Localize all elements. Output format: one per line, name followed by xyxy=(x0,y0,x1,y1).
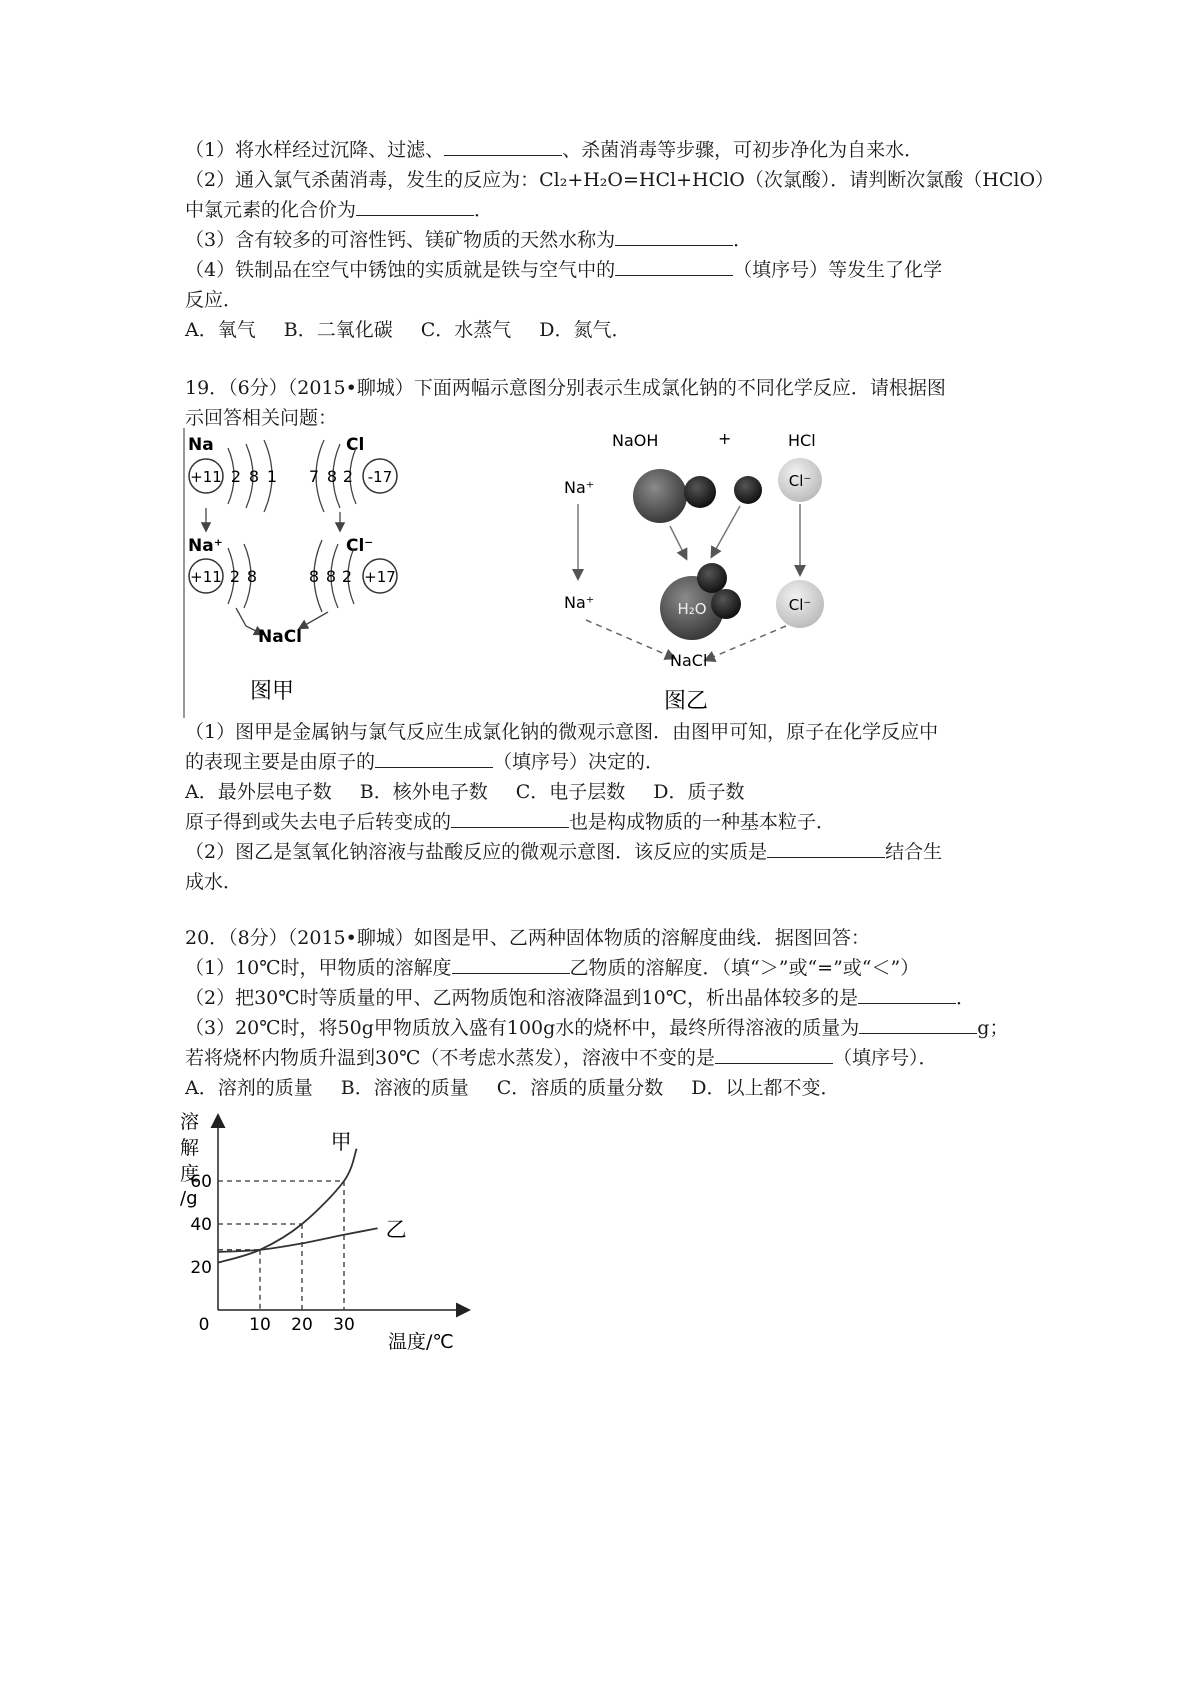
q20-part2 xyxy=(185,983,975,1013)
q20-p3-text-b: g； xyxy=(977,1017,1009,1039)
q19-p2-text-b: 结合生 xyxy=(885,841,943,863)
q20-option-b[interactable]: B．溶液的质量 xyxy=(340,1077,469,1099)
x-tick-label-3: 30 xyxy=(333,1315,355,1335)
q18-p2-blank[interactable] xyxy=(356,195,474,216)
q18-p1-text-b: 、杀菌消毒等步骤，可初步净化为自来水． xyxy=(562,139,924,161)
ylabel-unit: /g xyxy=(180,1188,198,1209)
cl-shell-3: 2 xyxy=(342,467,354,486)
q20-p2-blank[interactable] xyxy=(858,983,956,1004)
y-tick-label-2: 60 xyxy=(190,1172,212,1192)
q18-option-b[interactable]: B．二氧化碳 xyxy=(283,319,393,341)
q20-p4-text-a: 若将烧杯内物质升温到30℃（不考虑水蒸发），溶液中不变的是 xyxy=(185,1047,715,1069)
yi-cl-ion-top: Cl⁻ xyxy=(788,472,812,490)
q18-p3-text-a: （3）含有较多的可溶性钙、镁矿物质的天然水称为 xyxy=(185,229,616,251)
q18-part2-line2 xyxy=(185,195,493,225)
q20-p4-blank[interactable] xyxy=(715,1043,833,1064)
cl-ion-shell-1: 8 xyxy=(308,567,320,586)
q20-option-c[interactable]: C．溶质的质量分数 xyxy=(496,1077,664,1099)
na-ion-nucleus-charge: +11 xyxy=(190,568,222,586)
yi-product-label: NaCl xyxy=(670,651,708,670)
q18-p2-text-b: 中氯元素的化合价为 xyxy=(185,199,357,221)
q20-p2-text-a: （2）把30℃时等质量的甲、乙两物质饱和溶液降温到10℃，析出晶体较多的是 xyxy=(185,987,858,1009)
q20-p4-text-b: （填序号）． xyxy=(832,1047,938,1069)
q19-part2-line2 xyxy=(185,867,242,897)
yi-na-ion-top: Na⁺ xyxy=(564,478,595,497)
q19-p2-text-c: 成水． xyxy=(185,871,243,893)
q19-p1-blank-2[interactable] xyxy=(451,807,569,828)
y-tick-label-0: 20 xyxy=(190,1258,212,1278)
q20-part4 xyxy=(185,1043,937,1073)
cl-ion-shell-2: 8 xyxy=(325,567,337,586)
q19-heading-b: 示回答相关问题： xyxy=(185,407,338,429)
na-ion-label: Na⁺ xyxy=(188,536,223,556)
na-shell-2: 8 xyxy=(248,467,260,486)
q20-heading-text: 20．（8分）（2015•聊城）如图是甲、乙两种固体物质的溶解度曲线．据图回答： xyxy=(185,927,870,949)
q19-p1-text-c: （填序号）决定的． xyxy=(493,751,665,773)
q20-p1-text-a: （1）10℃时，甲物质的溶解度 xyxy=(185,957,452,979)
na-atom-label: Na xyxy=(188,435,214,455)
series-label-0: 甲 xyxy=(330,1129,352,1154)
q20-p2-text-b: ． xyxy=(955,987,975,1009)
jia-caption: 图甲 xyxy=(250,679,295,704)
x-axis-label: 温度/℃ xyxy=(388,1331,454,1353)
cl-nucleus-charge: -17 xyxy=(367,468,393,486)
q19-p1-text-e: 也是构成物质的一种基本粒子． xyxy=(569,811,836,833)
q18-p1-blank[interactable] xyxy=(444,135,562,156)
q19-heading-line1 xyxy=(185,373,946,403)
cl-ion-label: Cl⁻ xyxy=(346,536,374,556)
q20-part1 xyxy=(185,953,919,983)
q18-p4-blank[interactable] xyxy=(615,255,733,276)
q20-heading xyxy=(185,923,870,953)
q19-option-d[interactable]: D．质子数 xyxy=(653,781,745,803)
q19-p1-blank[interactable] xyxy=(375,747,493,768)
q19-heading-a: 19．（6分）（2015•聊城）下面两幅示意图分别表示生成氯化钠的不同化学反应．请根据图 xyxy=(185,377,946,399)
water-hydrogen-ball-1 xyxy=(697,563,727,593)
q18-part4-line2 xyxy=(185,285,242,315)
q20-p1-text-b: 乙物质的溶解度．（填“＞”或“=”或“＜”） xyxy=(569,957,920,979)
q18-part3 xyxy=(185,225,752,255)
naoh-hydrogen-ball xyxy=(684,476,716,508)
ylabel-char-1: 溶 xyxy=(180,1111,200,1133)
ylabel-char-3: 度 xyxy=(180,1163,200,1185)
cl-ion-shell-3: 2 xyxy=(341,567,353,586)
q19-p1-text-a: （1）图甲是金属钠与氯气反应生成氯化钠的微观示意图．由图甲可知，原子在化学反应中 xyxy=(185,721,939,743)
series-label-1: 乙 xyxy=(385,1217,407,1242)
cl-ion-nucleus-charge: +17 xyxy=(364,568,396,586)
q19-p1-text-d: 原子得到或失去电子后转变成的 xyxy=(185,811,452,833)
yi-na-ion-bottom: Na⁺ xyxy=(564,593,595,612)
q19-part1-line2 xyxy=(185,747,664,777)
q19-p1-text-b: 的表现主要是由原子的 xyxy=(185,751,376,773)
q18-p4-text-c: 反应． xyxy=(185,289,243,311)
q20-p1-blank[interactable] xyxy=(452,953,570,974)
q20-p3-text-a: （3）20℃时，将50g甲物质放入盛有100g水的烧杯中，最终所得溶液的质量为 xyxy=(185,1017,860,1039)
q18-p1-text-a: （1）将水样经过沉降、过滤、 xyxy=(185,139,445,161)
q18-p2-text-a: （2）通入氯气杀菌消毒，发生的反应为：Cl₂+H₂O=HCl+HClO（次氯酸）．请判断次氯酸（HClO） xyxy=(185,169,1055,191)
q19-option-c[interactable]: C．电子层数 xyxy=(515,781,626,803)
yi-cl-ion-bottom: Cl⁻ xyxy=(788,596,812,614)
yi-plus-sign: + xyxy=(718,429,732,448)
na-shell-1: 2 xyxy=(230,467,242,486)
x-tick-label-0: 0 xyxy=(198,1315,210,1335)
q20-part3 xyxy=(185,1013,1008,1043)
cl-shell-2: 8 xyxy=(326,467,338,486)
q18-options xyxy=(185,315,658,345)
jia-product-label: NaCl xyxy=(258,627,303,647)
na-ion-shell-2: 8 xyxy=(246,567,258,586)
q20-option-a[interactable]: A．溶剂的质量 xyxy=(185,1077,313,1099)
cl-shell-1: 7 xyxy=(308,467,320,486)
q18-part4-line1 xyxy=(185,255,942,285)
figure-jia xyxy=(180,428,535,720)
q19-part1-line3 xyxy=(185,807,835,837)
na-ion-shell-1: 2 xyxy=(229,567,241,586)
q19-part1-line1 xyxy=(185,717,938,747)
x-tick-label-2: 20 xyxy=(291,1315,313,1335)
x-tick-label-1: 10 xyxy=(249,1315,271,1335)
q18-part1 xyxy=(185,135,923,165)
q18-p3-text-b: ． xyxy=(733,229,753,251)
na-nucleus-charge: +11 xyxy=(190,468,222,486)
yi-caption: 图乙 xyxy=(664,689,709,714)
q20-options xyxy=(185,1073,867,1103)
q19-part2-line1 xyxy=(185,837,942,867)
q18-option-a[interactable]: A．氧气 xyxy=(185,319,256,341)
yi-naoh-label: NaOH xyxy=(612,431,659,450)
q19-option-a[interactable]: A．最外层电子数 xyxy=(185,781,332,803)
q18-p4-text-b: （填序号）等发生了化学 xyxy=(733,259,943,281)
q18-option-d[interactable]: D．氮气． xyxy=(539,319,631,341)
q18-p3-blank[interactable] xyxy=(615,225,733,246)
q18-option-c[interactable]: C．水蒸气 xyxy=(420,319,512,341)
yi-water-label: H₂O xyxy=(677,600,707,618)
q18-p4-text-a: （4）铁制品在空气中锈蚀的实质就是铁与空气中的 xyxy=(185,259,616,281)
cl-atom-label: Cl xyxy=(346,435,365,455)
q19-options xyxy=(185,777,772,807)
q18-p2-text-c: ． xyxy=(474,199,494,221)
yi-hcl-label: HCl xyxy=(788,431,816,450)
series-line-1 xyxy=(218,1228,378,1252)
q18-part2-line1 xyxy=(185,165,1054,195)
water-hydrogen-ball-2 xyxy=(711,589,741,619)
q19-p2-text-a: （2）图乙是氢氧化钠溶液与盐酸反应的微观示意图．该反应的实质是 xyxy=(185,841,768,863)
q19-option-b[interactable]: B．核外电子数 xyxy=(359,781,488,803)
q19-p2-blank[interactable] xyxy=(767,837,885,858)
hcl-hydrogen-ball xyxy=(734,476,762,504)
q20-p3-blank[interactable] xyxy=(859,1013,977,1034)
figure-yi xyxy=(564,428,920,728)
na-shell-3: 1 xyxy=(266,467,278,486)
ylabel-char-2: 解 xyxy=(180,1137,200,1159)
solubility-chart xyxy=(170,1110,500,1380)
naoh-oxygen-ball xyxy=(633,469,687,523)
q20-option-d[interactable]: D．以上都不变． xyxy=(691,1077,840,1099)
y-tick-label-1: 40 xyxy=(190,1215,212,1235)
